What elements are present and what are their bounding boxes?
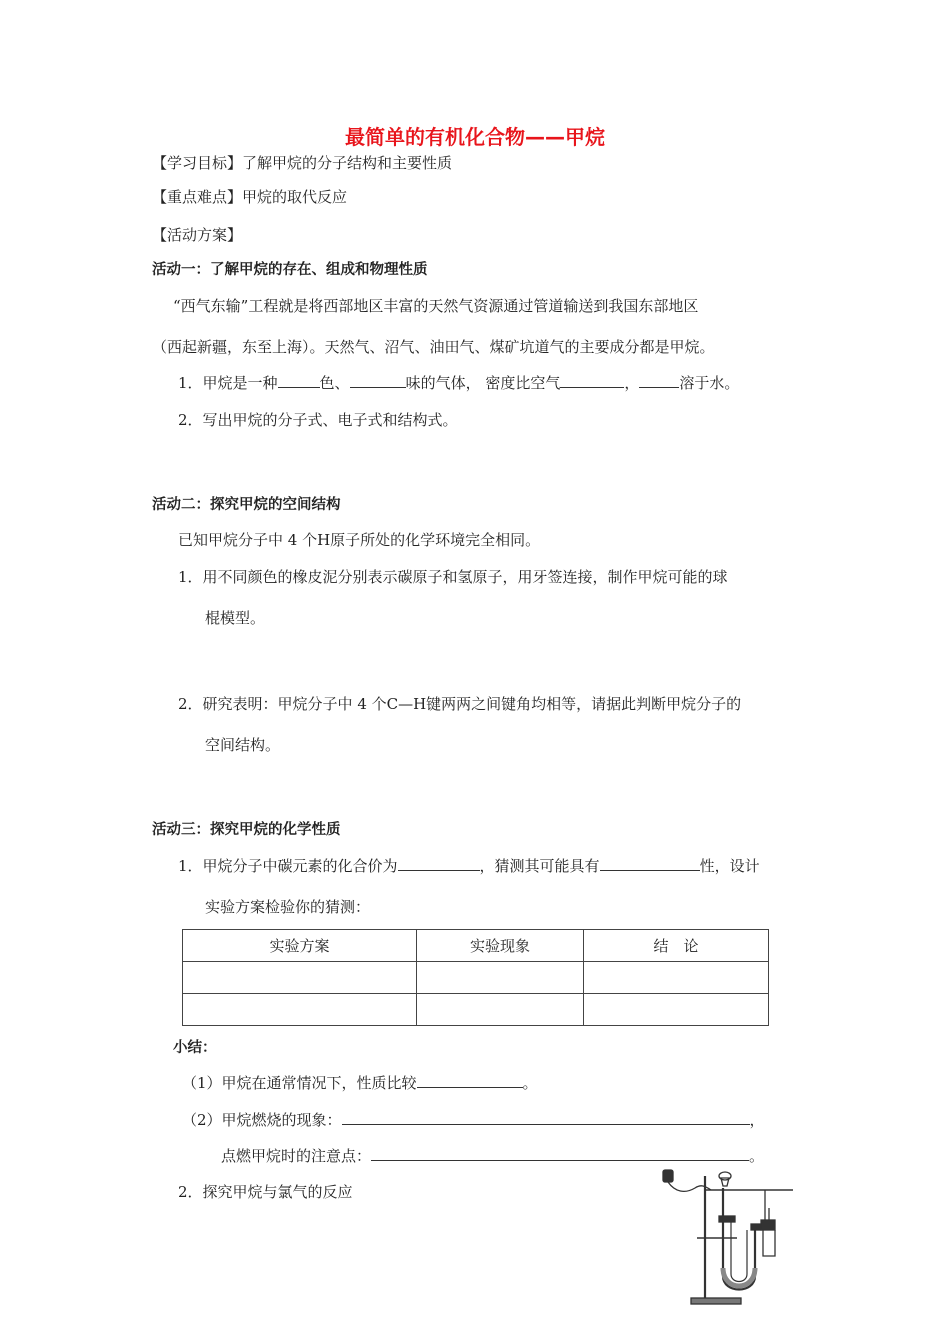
table-cell[interactable] (584, 962, 769, 994)
lab-apparatus-illustration (655, 1168, 803, 1310)
experiment-table (182, 929, 769, 1026)
activity2-question2-line1: 2．研究表明：甲烷分子中 4 个C—H键两两之间键角均相等，请据此判断甲烷分子的 (178, 695, 742, 713)
table-cell[interactable] (183, 994, 417, 1026)
summary-label: 小结： (173, 1040, 217, 1056)
activity2-question1-line2: 棍模型。 (205, 609, 266, 627)
property-blank[interactable] (600, 856, 700, 871)
activity1-intro-line1: “西气东输”工程就是将西部地区丰富的天然气资源通过管道输送到我国东部地区 (173, 297, 699, 315)
table-cell[interactable] (584, 994, 769, 1026)
activity2-intro: 已知甲烷分子中 4 个H原子所处的化学环境完全相同。 (178, 531, 541, 549)
activity2-heading: 活动二：探究甲烷的空间结构 (152, 497, 341, 513)
activity-plan-label: 【活动方案】 (152, 226, 243, 244)
table-row (183, 994, 769, 1026)
density-blank[interactable] (560, 373, 624, 388)
key-points: 【重点难点】甲烷的取代反应 (152, 188, 348, 206)
header-plan: 实验方案 (183, 930, 417, 962)
header-phenomenon: 实验现象 (417, 930, 584, 962)
lamp-icon (663, 1170, 673, 1182)
table-header-row (183, 930, 769, 962)
summary-item3: 点燃甲烷时的注意点： 。 (221, 1147, 765, 1165)
activity2-question2-line2: 空间结构。 (205, 736, 281, 754)
activity2-question1-line1: 1．用不同颜色的橡皮泥分别表示碳原子和氢原子，用牙签连接，制作甲烷可能的球 (178, 568, 728, 586)
table-cell[interactable] (183, 962, 417, 994)
table-row (183, 962, 769, 994)
summary-item1: （1）甲烷在通常情况下，性质比较 。 (182, 1074, 538, 1092)
combustion-blank[interactable] (342, 1110, 750, 1125)
activity3-question2: 2．探究甲烷与氯气的反应 (178, 1183, 353, 1201)
odor-blank[interactable] (350, 373, 406, 388)
header-conclusion: 结 论 (584, 930, 769, 962)
valence-blank[interactable] (398, 856, 480, 871)
color-blank[interactable] (278, 373, 320, 388)
page-title: 最简单的有机化合物——甲烷 (345, 125, 605, 149)
stand-base (691, 1298, 741, 1304)
learning-goals: 【学习目标】了解甲烷的分子结构和主要性质 (152, 154, 453, 172)
activity3-question1-line2: 实验方案检验你的猜测： (205, 898, 371, 916)
table-cell[interactable] (417, 962, 584, 994)
activity1-question2: 2．写出甲烷的分子式、电子式和结构式。 (178, 411, 458, 429)
solubility-blank[interactable] (639, 373, 679, 388)
stability-blank[interactable] (417, 1073, 523, 1088)
activity1-intro-line2: （西起新疆，东至上海）。天然气、沼气、油田气、煤矿坑道气的主要成分都是甲烷。 (152, 338, 715, 356)
ignition-note-blank[interactable] (371, 1146, 749, 1161)
summary-item2: （2）甲烷燃烧的现象： ， (182, 1111, 765, 1129)
activity3-question1: 1．甲烷分子中碳元素的化合价为 ，猜测其可能具有 性，设计 (178, 857, 760, 875)
activity1-heading: 活动一：了解甲烷的存在、组成和物理性质 (152, 262, 428, 278)
activity3-heading: 活动三：探究甲烷的化学性质 (152, 822, 341, 838)
activity1-question1: 1．甲烷是一种 色、 味的气体， 密度比空气 ， 溶于水。 (178, 374, 740, 392)
table-cell[interactable] (417, 994, 584, 1026)
